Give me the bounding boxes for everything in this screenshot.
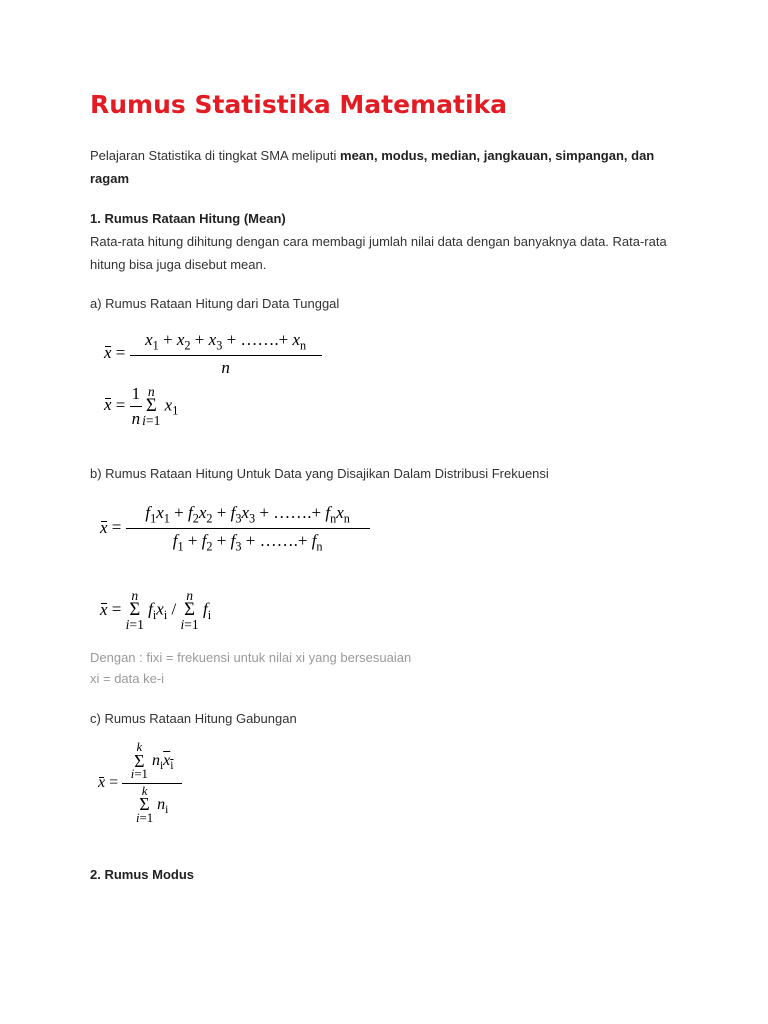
section-heading-mode: 2. Rumus Modus — [90, 867, 195, 882]
subsection-label-c: c) Rumus Rataan Hitung Gabungan — [90, 711, 297, 726]
formula-mean-frequency: x = $\frac{f_1x_1 + f_2x_2 + f_3x_3 + \dots\dots.+ f_nx_n}{f_1 + f_2 + f_3 + \dots\dots.+ f_n}$ — [100, 503, 370, 555]
subsection-label-b: b) Rumus Rataan Hitung Untuk Data yang Disajikan Dalam Distribusi Frekuensi — [90, 466, 549, 481]
mean-description: Rata-rata hitung dihitung dengan cara membagi jumlah nilai data dengan banyaknya data. Rata-rata hitung bisa juga disebut mean. — [90, 234, 667, 272]
note-frequency: Dengan : fixi = frekuensi untuk nilai xi yang bersesuaian — [90, 650, 412, 665]
subsection-label-a: a) Rumus Rataan Hitung dari Data Tunggal — [90, 296, 340, 311]
intro-topics: mean, modus, median, jangkauan, simpangan, dan ragam — [90, 148, 655, 186]
formula-mean-combined: x = k Σ i=1 $n_ix_i$ k Σ i=1 $n_i$ — [98, 742, 182, 825]
intro-paragraph — [90, 144, 690, 190]
intro-text: Pelajaran Statistika di tingkat SMA meliputi — [90, 148, 341, 163]
formula-mean-single-data: x = $\frac{x_1 + x_2 + x_3 + \dots\dots.+ x_n}{n}$ — [104, 330, 322, 378]
formula-mean-frequency-sigma: x = n Σ i=1 $f_ix_i$ / n Σ i=1 $f_i$ — [100, 588, 212, 633]
formula-mean-sigma: x = $\frac{1}{n}$ n Σ i=1 $x_1$ — [104, 383, 179, 428]
page-title: Rumus Statistika Matematika — [90, 90, 508, 119]
note-data: xi = data ke-i — [90, 671, 165, 686]
section-heading-mean: 1. Rumus Rataan Hitung (Mean) — [90, 211, 286, 226]
